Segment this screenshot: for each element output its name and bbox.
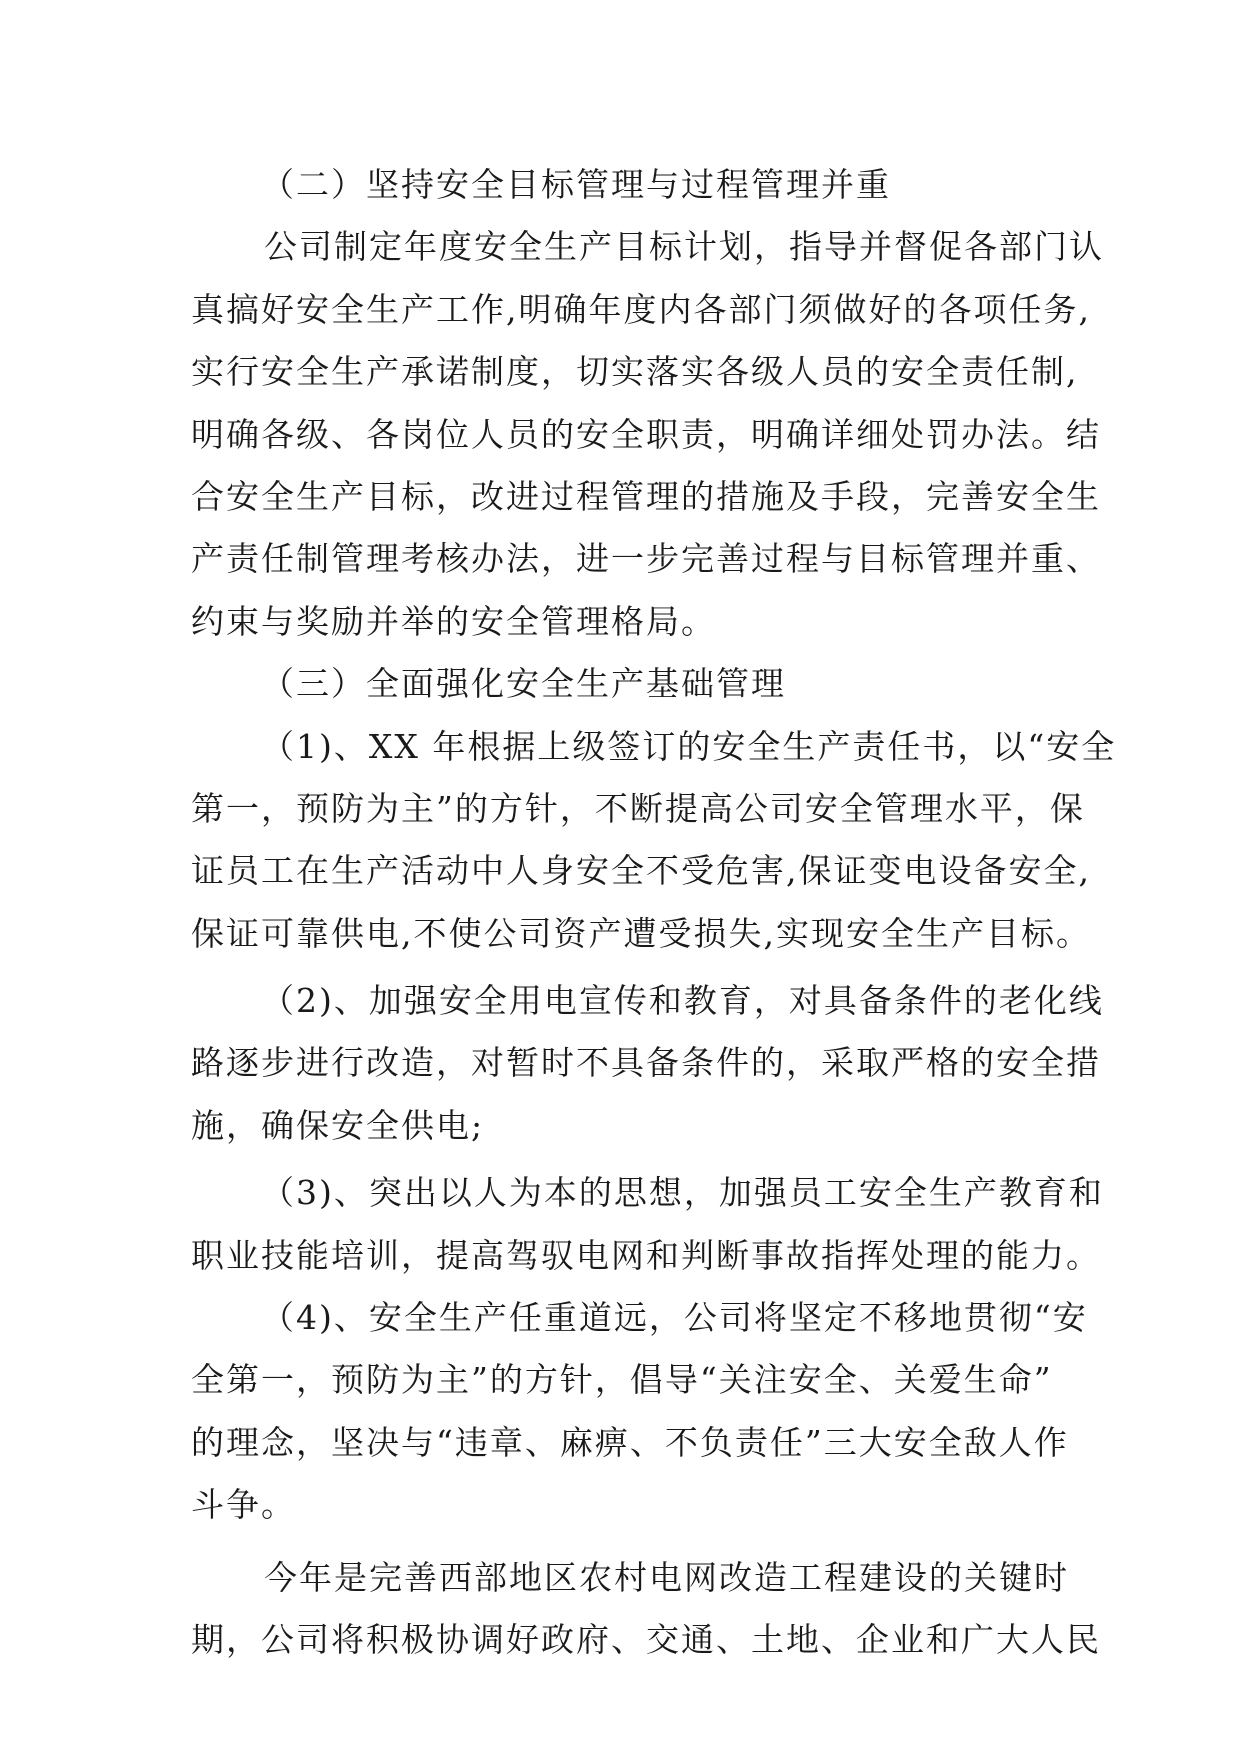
list-item-3 (191, 1162, 1104, 1287)
paragraph-line: 斗争。 (191, 1485, 296, 1525)
paragraph-west-grid (191, 1547, 1101, 1672)
paragraph-line: 实行安全生产承诺制度，切实落实各级人员的安全责任制, (191, 352, 1079, 392)
paragraph-line: 明确各级、各岗位人员的安全职责，明确详细处罚办法。结 (191, 414, 1101, 454)
paragraph-line: （1)、XX 年根据上级签订的安全生产责任书，以“安全 (261, 726, 1117, 766)
paragraph-line: （3)、突出以人为本的思想，加强员工安全生产教育和 (261, 1173, 1104, 1213)
paragraph-line: （2)、加强安全用电宣传和教育，对具备条件的老化线 (261, 981, 1104, 1021)
paragraph-line: 公司制定年度安全生产目标计划，指导并督促各部门认 (264, 227, 1104, 267)
paragraph-line: 今年是完善西部地区农村电网改造工程建设的关键时 (264, 1557, 1069, 1597)
paragraph-line: 产责任制管理考核办法，进一步完善过程与目标管理并重、 (191, 539, 1101, 579)
paragraph-line: 施，确保安全供电; (191, 1105, 485, 1145)
paragraph-line: 第一，预防为主”的方针，不断提高公司安全管理水平，保 (191, 788, 1085, 828)
paragraph-line: 保证可靠供电,不使公司资产遭受损失,实现安全生产目标。 (191, 913, 1091, 953)
list-item-2 (191, 970, 1104, 1157)
paragraph-line: 证员工在生产活动中人身安全不受危害,保证变电设备安全, (191, 851, 1091, 891)
paragraph-line: （4)、安全生产任重道远，公司将坚定不移地贯彻“安 (261, 1298, 1088, 1338)
paragraph-goal-management (191, 216, 1104, 653)
paragraph-line: 的理念，坚决与“违章、麻痹、不负责任”三大安全敌人作 (191, 1422, 1069, 1462)
list-item-4 (191, 1287, 1088, 1537)
document-body (191, 154, 1117, 1671)
list-item-1 (191, 716, 1117, 966)
paragraph-line: 全第一，预防为主”的方针，倡导“关注安全、关爱生命” (191, 1360, 1053, 1400)
paragraph-line: 合安全生产目标，改进过程管理的措施及手段，完善安全生 (191, 476, 1101, 516)
paragraph-line: 路逐步进行改造，对暂时不具备条件的，采取严格的安全措 (191, 1043, 1101, 1083)
paragraph-line: 职业技能培训，提高驾驭电网和判断事故指挥处理的能力。 (191, 1235, 1101, 1275)
paragraph-line: 约束与奖励并举的安全管理格局。 (191, 601, 716, 641)
section-heading-2: （二）坚持安全目标管理与过程管理并重 (261, 165, 891, 204)
paragraph-line: 期，公司将积极协调好政府、交通、土地、企业和广大人民 (191, 1619, 1101, 1659)
paragraph-line: 真搞好安全生产工作,明确年度内各部门须做好的各项任务, (191, 289, 1091, 329)
section-heading-3: （三）全面强化安全生产基础管理 (261, 664, 786, 704)
